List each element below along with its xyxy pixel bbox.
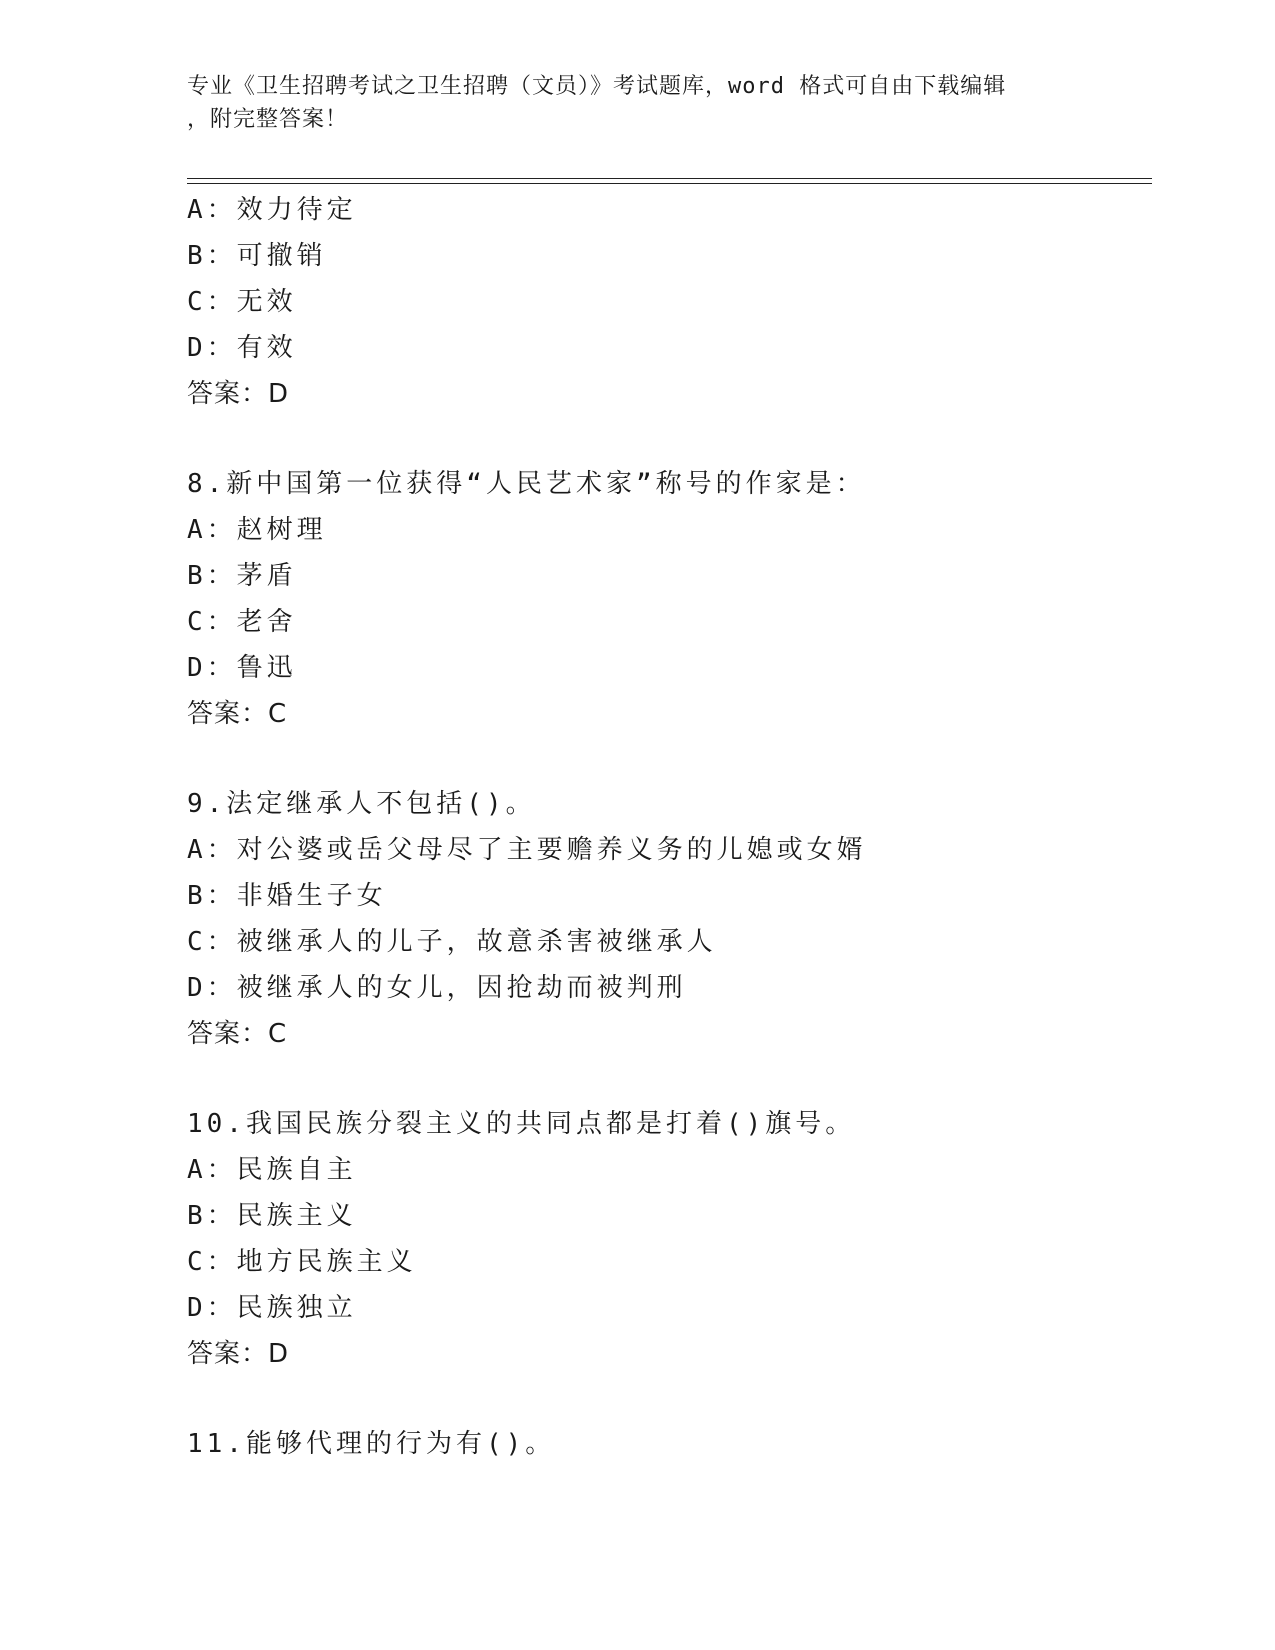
question-text: 10.我国民族分裂主义的共同点都是打着()旗号。 [187, 1109, 856, 1139]
option-d: D：民族独立 [187, 1293, 357, 1323]
option-b: B：茅盾 [187, 561, 297, 591]
header-line-2: ，附完整答案！ [187, 107, 349, 132]
question-8-block [187, 461, 1147, 737]
spacer [187, 737, 1147, 781]
option-c: C：被继承人的儿子，故意杀害被继承人 [187, 927, 717, 957]
spacer [187, 1377, 1147, 1421]
answer-line: 答案：C [187, 1019, 288, 1049]
answer-line: 答案：D [187, 379, 290, 409]
option-a: A：民族自主 [187, 1155, 357, 1185]
question-7-block [187, 187, 1147, 417]
option-a: A：效力待定 [187, 195, 357, 225]
header-divider-bottom [187, 183, 1152, 184]
question-text: 11.能够代理的行为有()。 [187, 1429, 556, 1459]
option-b: B：非婚生子女 [187, 881, 387, 911]
question-text: 8.新中国第一位获得“人民艺术家”称号的作家是： [187, 469, 866, 499]
question-list [187, 187, 1147, 1467]
spacer [187, 1057, 1147, 1101]
question-9-block [187, 781, 1147, 1057]
document-header [187, 70, 1087, 136]
question-text: 9.法定继承人不包括()。 [187, 789, 536, 819]
option-d: D：被继承人的女儿，因抢劫而被判刑 [187, 973, 687, 1003]
option-d: D：鲁迅 [187, 653, 297, 683]
option-d: D：有效 [187, 333, 297, 363]
option-c: C：地方民族主义 [187, 1247, 417, 1277]
answer-line: 答案：C [187, 699, 288, 729]
option-b: B：民族主义 [187, 1201, 357, 1231]
option-c: C：老舍 [187, 607, 297, 637]
header-line-1: 专业《卫生招聘考试之卫生招聘（文员）》考试题库，word 格式可自由下载编辑 [187, 74, 1007, 99]
answer-line: 答案：D [187, 1339, 290, 1369]
question-10-block [187, 1101, 1147, 1377]
option-a: A：赵树理 [187, 515, 327, 545]
option-b: B：可撤销 [187, 241, 327, 271]
spacer [187, 417, 1147, 461]
option-a: A：对公婆或岳父母尽了主要赡养义务的儿媳或女婿 [187, 835, 867, 865]
option-c: C：无效 [187, 287, 297, 317]
question-11-block [187, 1421, 1147, 1467]
header-divider-top [187, 178, 1152, 179]
